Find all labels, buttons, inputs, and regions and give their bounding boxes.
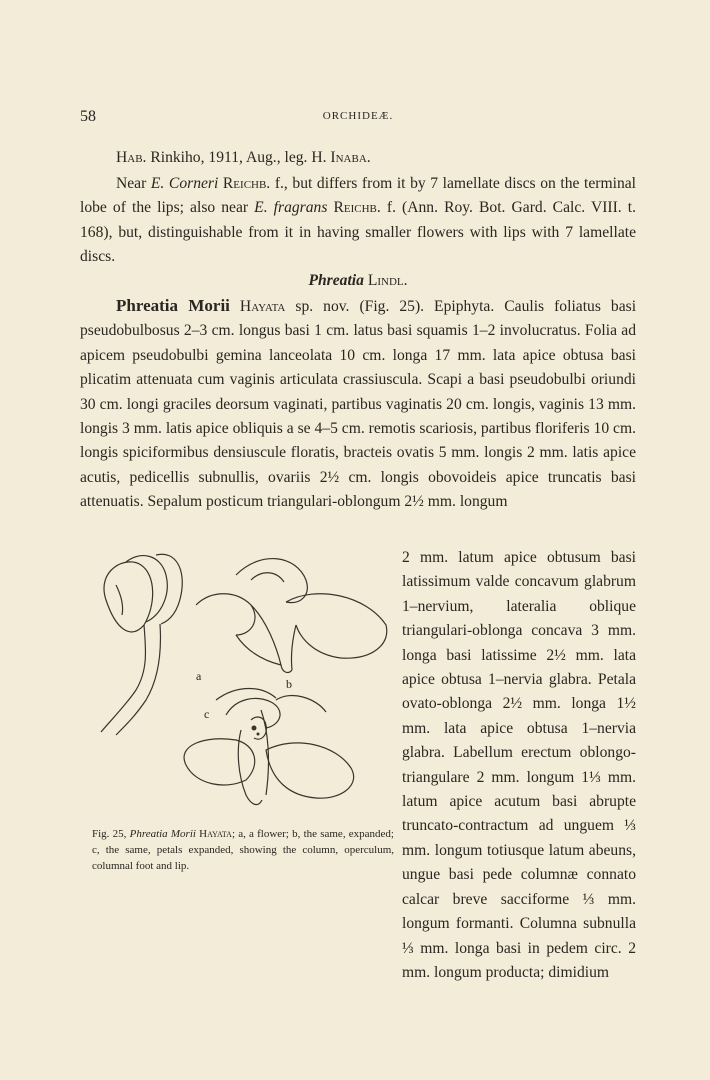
caption-species: Phreatia Morii [126, 828, 196, 840]
right-column-paragraph: 2 mm. latum apice obtusum basi latissimum valde concavum glabrum 1–nervium, lateralia oblique triangulari-oblonga concava 3 mm. longa basi latissime 2½ mm. lata apice obtusa 1–nervia glabra. Petala ovato-oblonga 2½ mm. longa 1½ mm. lata apice obtusa 1–nervia glabra. Labellum erectum oblongo-triangulare 2 mm. longum 1⅓ mm. latum apice acutum basi abrupte truncato-contractum ad unguem ⅓ mm. longum totiusque latum abeuns, ungue basi pede columnæ connato calcar breve sacciforme ⅓ mm. longum formanti. Columna subnulla ⅓ mm. longa basi in pedem circ. 2 mm. longum producta; dimidium [402, 549, 636, 981]
figure-label-c: c [204, 707, 210, 721]
figure-label-b: b [286, 677, 292, 691]
caption-author: Hayata [195, 828, 232, 840]
caption-text: ; a, a flower; b, the same, expanded; c, the same, petals expanded, showing the column, operculum, columnal foot and lip. [92, 828, 394, 872]
habitat-end: . [366, 149, 371, 166]
genus-heading [80, 269, 636, 293]
figure-label-a: a [196, 669, 202, 683]
right-column-text [402, 546, 636, 985]
collector-name: H. Inaba [311, 149, 367, 166]
author-ref-1: Reichb. [218, 175, 271, 192]
note-text-1: Near [116, 175, 151, 192]
figure-25 [86, 550, 394, 822]
note-text-3: f. (Ann. Roy. Bot. Gard. Calc. VIII. t. 168), but, distinguishable from it in having smaller flowers with lips with 7 lamellate discs. [80, 199, 636, 266]
running-head: ORCHIDEÆ. [322, 110, 394, 122]
species-description-text: sp. nov. (Fig. 25). Epiphyta. Caulis foliatus basi pseudobulbosus 2–3 cm. longus basi 1 cm. latus basi squamis 1–2 involucratus. Folia ad apicem pseudobulbi gemina lanceolata 10 cm. longa 17 mm. lata apice obtusa basi plicatim attenuata cum vaginis articulata crassiuscula. Scapi a basi pseudobulbi oriundi 30 cm. longi graciles deorsum vaginati, partibus vaginatis 20 cm. longis, vaginis 13 mm. longis 3 mm. latis apice obliquis a se 4–5 cm. remotis scariosis, partibus floriferis 10 cm. longis spiciformibus densiuscule floratis, bracteis ovatis 5 mm. longis 2 mm. latis apice acutis, pedicellis subnullis, ovariis 2½ cm. longis obovoideis apice truncatis basi attenuatis. Sepalum posticum triangulari-oblongum 2½ mm. longum [80, 298, 637, 511]
page-header [80, 108, 636, 130]
figure-caption [92, 826, 394, 874]
page-number: 58 [80, 108, 96, 125]
species-name: Phreatia Morii [116, 296, 230, 315]
habitat-paragraph [80, 146, 636, 170]
habitat-text: Rinkiho, 1911, Aug., leg. [146, 149, 312, 166]
note-text-2: f., but differs from it by 7 lamellate discs on the terminal lobe of the lips; also near [80, 175, 636, 217]
caption-fig-number: Fig. 25, [92, 828, 127, 840]
species-ref-2: E. fragrans [254, 199, 328, 217]
comparison-paragraph [80, 172, 636, 270]
species-author: Hayata [229, 298, 286, 315]
orchid-flower-illustration [86, 550, 394, 822]
genus-author: Lindl. [363, 272, 408, 289]
species-ref-1: E. Corneri [150, 175, 219, 192]
species-description [80, 294, 636, 515]
author-ref-2: Reichb. [327, 199, 381, 217]
habitat-label: Hab. [116, 149, 147, 166]
genus-name: Phreatia [308, 272, 364, 289]
